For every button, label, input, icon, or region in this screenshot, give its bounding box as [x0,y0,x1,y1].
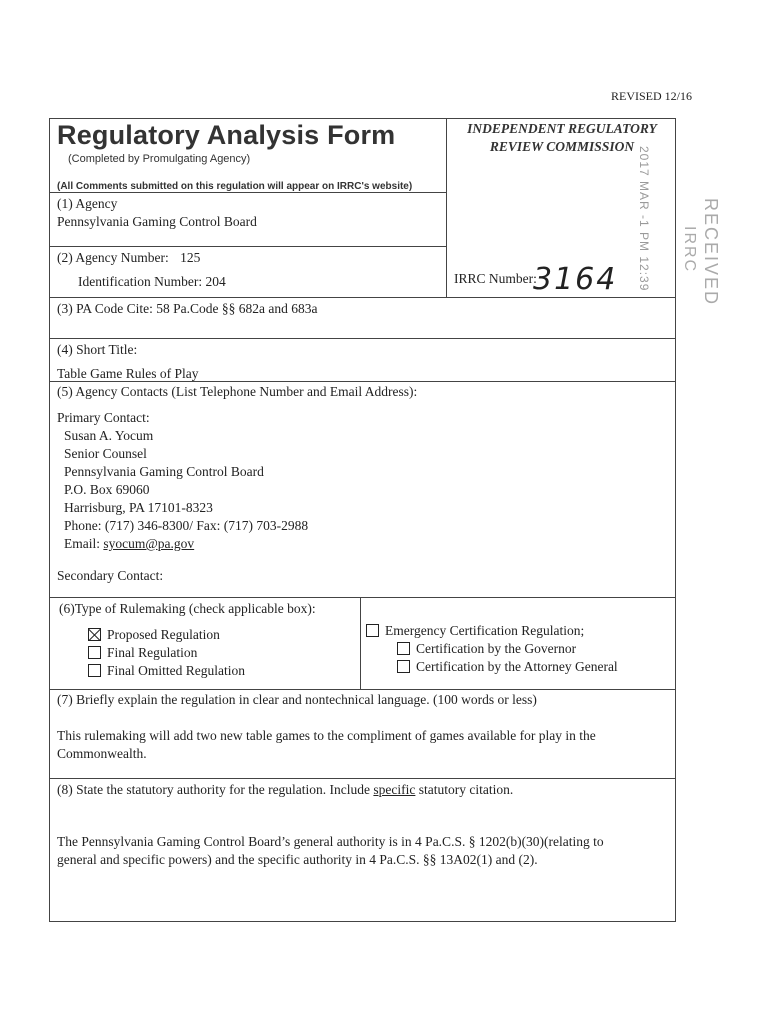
identification-number-label: Identification Number: [78,274,203,289]
divider [49,192,446,193]
agency-number-value: 125 [180,250,201,265]
email-label: Email: [64,536,100,551]
date-stamp: 2017 MAR -1 PM 12:39 [637,146,651,292]
explain-line-1: This rulemaking will add two new table games to the compliment of games available for play in the [57,728,596,743]
irrc-number-label: IRRC Number: [454,271,537,286]
option-label: Certification by the Governor [416,641,577,656]
authority-line-1: The Pennsylvania Gaming Control Board’s general authority is in 4 Pa.C.S. § 1202(b)(30)(relating to [57,834,604,849]
agency-number-label: (2) Agency Number: [57,250,169,265]
authority-line-2: general and specific powers) and the specific authority in 4 Pa.C.S. §§ 13A02(1) and (2). [57,852,538,867]
pa-code-cite: (3) PA Code Cite: 58 Pa.Code §§ 682a and 683a [57,301,318,316]
explain-label: (7) Briefly explain the regulation in clear and nontechnical language. (100 words or less) [57,692,537,707]
option-governor[interactable] [397,640,618,658]
divider [49,246,446,247]
option-emergency[interactable] [366,622,584,640]
rulemaking-label: (6)Type of Rulemaking (check applicable box): [59,601,316,616]
agency-number-field [57,249,200,267]
email-link[interactable]: syocum@pa.gov [103,536,195,551]
divider [49,297,676,298]
rulemaking-left-options [88,626,245,680]
divider [360,597,361,689]
option-proposed[interactable] [88,626,245,644]
explain-line-2: Commonwealth. [57,746,147,761]
divider [49,338,676,339]
agency-label: (1) Agency [57,196,118,211]
primary-contact-label: Primary Contact: [57,410,150,425]
identification-number-field [78,273,226,291]
authority-label-end: statutory citation. [415,782,514,797]
comments-note: (All Comments submitted on this regulation will appear on IRRC's website) [57,181,413,192]
form-title: Regulatory Analysis Form [57,120,396,150]
irrc-number-value: 3164 [533,262,618,297]
email-line [64,535,308,553]
checkbox-icon[interactable] [366,624,379,637]
option-attorney-general[interactable] [397,658,618,676]
checkbox-icon[interactable] [397,660,410,673]
contacts-label: (5) Agency Contacts (List Telephone Number and Email Address): [57,384,418,399]
commission-line-2: REVIEW COMMISSION [489,139,635,154]
form-subtitle: (Completed by Promulgating Agency) [68,153,251,165]
option-label: Certification by the Attorney General [416,659,618,674]
option-label: Emergency Certification Regulation; [385,623,585,638]
option-final-omitted[interactable] [88,662,245,680]
divider [49,597,676,598]
contact-line: P.O. Box 69060 [64,482,150,497]
authority-label-specific: specific [373,782,416,797]
agency-value: Pennsylvania Gaming Control Board [57,214,257,229]
divider [446,118,447,298]
option-label: Final Regulation [107,645,198,660]
revised-date: REVISED 12/16 [611,89,692,103]
contact-line: Susan A. Yocum [64,428,154,443]
option-label: Final Omitted Regulation [107,663,245,678]
contact-line: Phone: (717) 346-8300/ Fax: (717) 703-2988 [64,518,309,533]
divider [49,689,676,690]
received-stamp: RECEIVED [701,198,721,307]
option-label: Proposed Regulation [107,627,220,642]
authority-label-start: (8) State the statutory authority for the regulation. Include [57,782,374,797]
checkbox-icon[interactable] [397,642,410,655]
divider [49,778,676,779]
irrc-stamp: IRRC [681,226,698,274]
commission-line-1: INDEPENDENT REGULATORY [467,121,657,136]
short-title-value: Table Game Rules of Play [57,366,199,381]
secondary-contact-label: Secondary Contact: [57,568,164,583]
option-final[interactable] [88,644,245,662]
short-title-label: (4) Short Title: [57,342,138,357]
contact-line: Pennsylvania Gaming Control Board [64,464,264,479]
identification-number-value: 204 [205,274,226,289]
checked-checkbox-icon[interactable] [88,628,101,641]
authority-label [57,781,513,799]
contact-line: Senior Counsel [64,446,147,461]
rulemaking-right-options [397,640,618,676]
checkbox-icon[interactable] [88,664,101,677]
contact-line: Harrisburg, PA 17101-8323 [64,500,213,515]
checkbox-icon[interactable] [88,646,101,659]
primary-contact-lines [64,427,308,553]
